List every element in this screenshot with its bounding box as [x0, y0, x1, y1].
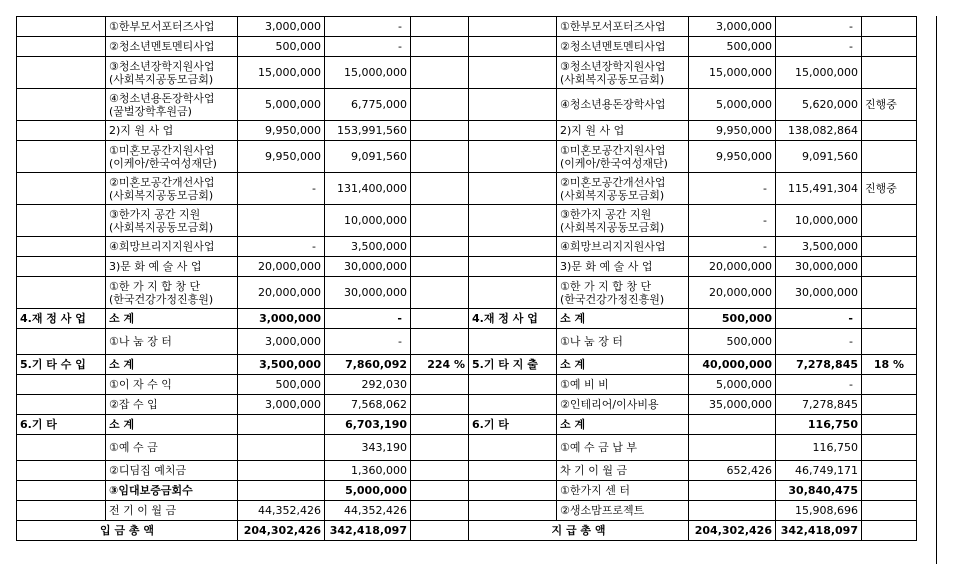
table-cell: 292,030 [325, 375, 411, 395]
table-cell: 소 계 [106, 415, 238, 435]
table-row [17, 435, 917, 461]
table-cell: 116,750 [776, 435, 862, 461]
table-cell: 18 % [862, 355, 917, 375]
table-cell [411, 375, 469, 395]
table-cell: 소 계 [106, 355, 238, 375]
table-cell [17, 141, 106, 173]
table-cell: 30,000,000 [325, 257, 411, 277]
table-row [17, 329, 917, 355]
table-cell: 342,418,097 [325, 521, 411, 541]
table-row [17, 205, 917, 237]
table-cell: 7,278,845 [776, 395, 862, 415]
table-cell: 3,500,000 [238, 355, 325, 375]
table-cell: 9,091,560 [776, 141, 862, 173]
table-cell: 진행중 [862, 89, 917, 121]
table-cell [862, 501, 917, 521]
table-cell: 3)문 화 예 술 사 업 [557, 257, 689, 277]
table-cell [862, 237, 917, 257]
table-cell [411, 141, 469, 173]
table-cell [238, 481, 325, 501]
table-cell: 소 계 [557, 355, 689, 375]
table-cell [862, 435, 917, 461]
table-cell: 3,500,000 [325, 237, 411, 257]
table-cell: ②청소년멘토멘티사업 [106, 37, 238, 57]
table-cell: ①한부모서포터즈사업 [106, 17, 238, 37]
table-cell: 500,000 [238, 37, 325, 57]
table-cell [411, 89, 469, 121]
table-cell: ①나 눔 장 터 [557, 329, 689, 355]
table-cell [411, 237, 469, 257]
table-cell [411, 395, 469, 415]
table-cell: - [238, 237, 325, 257]
table-row [17, 501, 917, 521]
table-cell [862, 141, 917, 173]
table-cell [469, 37, 557, 57]
table-cell: ①예 수 금 [106, 435, 238, 461]
table-cell: ②미혼모공간개선사업 (사회복지공동모금회) [557, 173, 689, 205]
table-cell [411, 309, 469, 329]
table-cell [469, 237, 557, 257]
page-edge-line [936, 16, 937, 564]
table-cell: - [776, 37, 862, 57]
table-cell: - [689, 205, 776, 237]
table-cell [17, 481, 106, 501]
table-row [17, 375, 917, 395]
table-cell: - [325, 329, 411, 355]
table-cell: 342,418,097 [776, 521, 862, 541]
table-row [17, 89, 917, 121]
table-cell: ②청소년멘토멘티사업 [557, 37, 689, 57]
table-cell: 소 계 [557, 309, 689, 329]
table-cell [238, 205, 325, 237]
table-cell [17, 395, 106, 415]
table-cell [689, 481, 776, 501]
table-cell: ①한 가 지 합 창 단 (한국건강가정진흥원) [557, 277, 689, 309]
table-cell [862, 17, 917, 37]
table-cell: ③한가지 공간 지원 (사회복지공동모금회) [557, 205, 689, 237]
table-cell [862, 375, 917, 395]
table-cell: 소 계 [557, 415, 689, 435]
table-cell: ①예 비 비 [557, 375, 689, 395]
table-cell: 15,000,000 [776, 57, 862, 89]
table-cell [469, 501, 557, 521]
table-cell: 131,400,000 [325, 173, 411, 205]
table-cell [17, 257, 106, 277]
table-cell: 6,703,190 [325, 415, 411, 435]
table-cell [689, 501, 776, 521]
table-row [17, 461, 917, 481]
table-cell: 35,000,000 [689, 395, 776, 415]
table-cell [862, 329, 917, 355]
table-cell [411, 173, 469, 205]
table-cell [17, 461, 106, 481]
table-cell: 5,000,000 [325, 481, 411, 501]
table-cell [469, 141, 557, 173]
table-cell: ①이 자 수 익 [106, 375, 238, 395]
table-cell: 10,000,000 [325, 205, 411, 237]
table-cell [862, 415, 917, 435]
table-cell: 3,000,000 [238, 329, 325, 355]
table-cell [411, 521, 469, 541]
table-cell: 차 기 이 월 금 [557, 461, 689, 481]
table-cell: 500,000 [689, 37, 776, 57]
table-cell [411, 461, 469, 481]
table-cell: 전 기 이 월 금 [106, 501, 238, 521]
table-cell: 5,000,000 [689, 375, 776, 395]
table-cell: 소 계 [106, 309, 238, 329]
table-cell: 4.재 정 사 업 [17, 309, 106, 329]
table-cell: 6.기 타 [17, 415, 106, 435]
table-cell: 2)지 원 사 업 [557, 121, 689, 141]
table-cell [411, 277, 469, 309]
table-cell: 6.기 타 [469, 415, 557, 435]
table-cell [238, 415, 325, 435]
table-cell [17, 329, 106, 355]
table-cell: 6,775,000 [325, 89, 411, 121]
table-cell [411, 435, 469, 461]
table-cell [469, 395, 557, 415]
table-cell [469, 205, 557, 237]
budget-table [16, 16, 917, 541]
table-cell: ①나 눔 장 터 [106, 329, 238, 355]
table-cell: ③청소년장학지원사업 (사회복지공동모금회) [106, 57, 238, 89]
table-cell [469, 435, 557, 461]
table-row [17, 173, 917, 205]
table-cell: ④희망브리지지원사업 [106, 237, 238, 257]
table-row [17, 415, 917, 435]
table-cell [689, 435, 776, 461]
table-cell: 30,000,000 [776, 257, 862, 277]
table-row [17, 309, 917, 329]
table-cell: - [325, 17, 411, 37]
table-cell: 5,620,000 [776, 89, 862, 121]
table-cell: 44,352,426 [325, 501, 411, 521]
table-cell [411, 37, 469, 57]
table-cell: ①한 가 지 합 창 단 (한국건강가정진흥원) [106, 277, 238, 309]
table-cell: 4.재 정 사 업 [469, 309, 557, 329]
table-cell [411, 57, 469, 89]
table-cell: - [776, 309, 862, 329]
table-cell: 30,840,475 [776, 481, 862, 501]
table-cell [411, 329, 469, 355]
table-cell [411, 257, 469, 277]
table-cell: 지 급 총 액 [469, 521, 689, 541]
table-cell: ③청소년장학지원사업 (사회복지공동모금회) [557, 57, 689, 89]
table-cell [862, 57, 917, 89]
table-cell: 224 % [411, 355, 469, 375]
table-cell: 5,000,000 [238, 89, 325, 121]
table-cell [469, 89, 557, 121]
table-cell: 500,000 [689, 329, 776, 355]
table-cell [862, 121, 917, 141]
table-row [17, 355, 917, 375]
table-cell: 30,000,000 [325, 277, 411, 309]
table-cell: 3)문 화 예 술 사 업 [106, 257, 238, 277]
table-cell: 500,000 [238, 375, 325, 395]
table-cell: ④청소년용돈장학사업 (꿀벌장학후원금) [106, 89, 238, 121]
table-cell: 204,302,426 [689, 521, 776, 541]
table-cell: - [689, 173, 776, 205]
table-cell: 343,190 [325, 435, 411, 461]
table-cell: ③임대보증금회수 [106, 481, 238, 501]
table-cell: - [776, 375, 862, 395]
table-cell: - [325, 37, 411, 57]
table-cell [862, 205, 917, 237]
table-cell [469, 481, 557, 501]
table-cell: ④희망브리지지원사업 [557, 237, 689, 257]
table-cell: 3,000,000 [238, 309, 325, 329]
table-cell: 15,000,000 [238, 57, 325, 89]
table-cell [862, 277, 917, 309]
table-cell: 500,000 [689, 309, 776, 329]
table-cell [469, 121, 557, 141]
table-row [17, 57, 917, 89]
table-cell: ①미혼모공간지원사업 (이케아/한국여성재단) [106, 141, 238, 173]
table-cell: ②인테리어/이사비용 [557, 395, 689, 415]
table-cell: 5,000,000 [689, 89, 776, 121]
table-cell [17, 121, 106, 141]
table-cell: 진행중 [862, 173, 917, 205]
table-cell [411, 17, 469, 37]
table-cell: 9,950,000 [689, 141, 776, 173]
table-row [17, 121, 917, 141]
table-cell: ③한가지 공간 지원 (사회복지공동모금회) [106, 205, 238, 237]
table-cell: 204,302,426 [238, 521, 325, 541]
table-cell: 116,750 [776, 415, 862, 435]
table-cell: ②미혼모공간개선사업 (사회복지공동모금회) [106, 173, 238, 205]
table-cell: 652,426 [689, 461, 776, 481]
table-cell: ④청소년용돈장학사업 [557, 89, 689, 121]
table-cell: 30,000,000 [776, 277, 862, 309]
table-cell [17, 17, 106, 37]
table-cell: 3,500,000 [776, 237, 862, 257]
table-cell: 10,000,000 [776, 205, 862, 237]
table-row [17, 237, 917, 257]
table-cell: 138,082,864 [776, 121, 862, 141]
table-cell: ①한부모서포터즈사업 [557, 17, 689, 37]
table-cell [17, 57, 106, 89]
table-cell [469, 173, 557, 205]
table-cell [17, 501, 106, 521]
table-cell [469, 277, 557, 309]
table-cell: 3,000,000 [238, 17, 325, 37]
table-cell [17, 277, 106, 309]
table-row [17, 395, 917, 415]
table-cell [411, 501, 469, 521]
table-cell [17, 89, 106, 121]
table-cell: ①예 수 금 납 부 [557, 435, 689, 461]
table-cell [17, 205, 106, 237]
table-row [17, 17, 917, 37]
table-cell: ②잡 수 입 [106, 395, 238, 415]
table-cell: ①미혼모공간지원사업 (이케아/한국여성재단) [557, 141, 689, 173]
table-cell [862, 461, 917, 481]
table-cell [862, 257, 917, 277]
table-row [17, 141, 917, 173]
table-row [17, 37, 917, 57]
table-cell: 5.기 타 지 출 [469, 355, 557, 375]
table-cell [17, 375, 106, 395]
table-cell: 20,000,000 [689, 277, 776, 309]
table-cell [411, 415, 469, 435]
table-cell: 46,749,171 [776, 461, 862, 481]
table-cell: 20,000,000 [689, 257, 776, 277]
table-cell: 15,000,000 [325, 57, 411, 89]
table-cell: - [776, 17, 862, 37]
table-cell: 7,278,845 [776, 355, 862, 375]
table-cell [862, 481, 917, 501]
table-cell [469, 57, 557, 89]
table-cell: 44,352,426 [238, 501, 325, 521]
table-cell [17, 435, 106, 461]
table-cell: ①한가지 센 터 [557, 481, 689, 501]
table-cell: ②디딤집 예치금 [106, 461, 238, 481]
table-cell [17, 237, 106, 257]
table-cell: 2)지 원 사 업 [106, 121, 238, 141]
table-cell [469, 257, 557, 277]
table-cell [17, 173, 106, 205]
table-cell [862, 37, 917, 57]
table-cell: 9,091,560 [325, 141, 411, 173]
table-cell [862, 309, 917, 329]
table-cell: 40,000,000 [689, 355, 776, 375]
table-cell [469, 461, 557, 481]
table-cell [469, 329, 557, 355]
table-cell: 5.기 타 수 입 [17, 355, 106, 375]
table-cell: 9,950,000 [238, 121, 325, 141]
table-cell: 15,908,696 [776, 501, 862, 521]
table-cell: 115,491,304 [776, 173, 862, 205]
table-cell: 20,000,000 [238, 277, 325, 309]
table-cell: 9,950,000 [238, 141, 325, 173]
table-cell: 3,000,000 [238, 395, 325, 415]
table-cell: 20,000,000 [238, 257, 325, 277]
table-cell: 3,000,000 [689, 17, 776, 37]
table-cell: 1,360,000 [325, 461, 411, 481]
table-cell [411, 121, 469, 141]
table-cell [862, 395, 917, 415]
table-cell [862, 521, 917, 541]
table-row [17, 521, 917, 541]
table-cell [17, 37, 106, 57]
table-cell: 입 금 총 액 [17, 521, 238, 541]
table-cell: 7,860,092 [325, 355, 411, 375]
budget-sheet [16, 16, 917, 541]
table-cell: 7,568,062 [325, 395, 411, 415]
table-cell [689, 415, 776, 435]
table-cell: - [776, 329, 862, 355]
table-cell: ②생소맘프로젝트 [557, 501, 689, 521]
table-cell: - [325, 309, 411, 329]
table-cell [469, 375, 557, 395]
table-cell: 15,000,000 [689, 57, 776, 89]
table-cell [469, 17, 557, 37]
table-cell [238, 461, 325, 481]
table-cell: - [238, 173, 325, 205]
table-cell [411, 205, 469, 237]
table-row [17, 481, 917, 501]
table-cell: - [689, 237, 776, 257]
table-cell [411, 481, 469, 501]
table-cell: 9,950,000 [689, 121, 776, 141]
table-row [17, 257, 917, 277]
table-row [17, 277, 917, 309]
table-cell: 153,991,560 [325, 121, 411, 141]
table-cell [238, 435, 325, 461]
